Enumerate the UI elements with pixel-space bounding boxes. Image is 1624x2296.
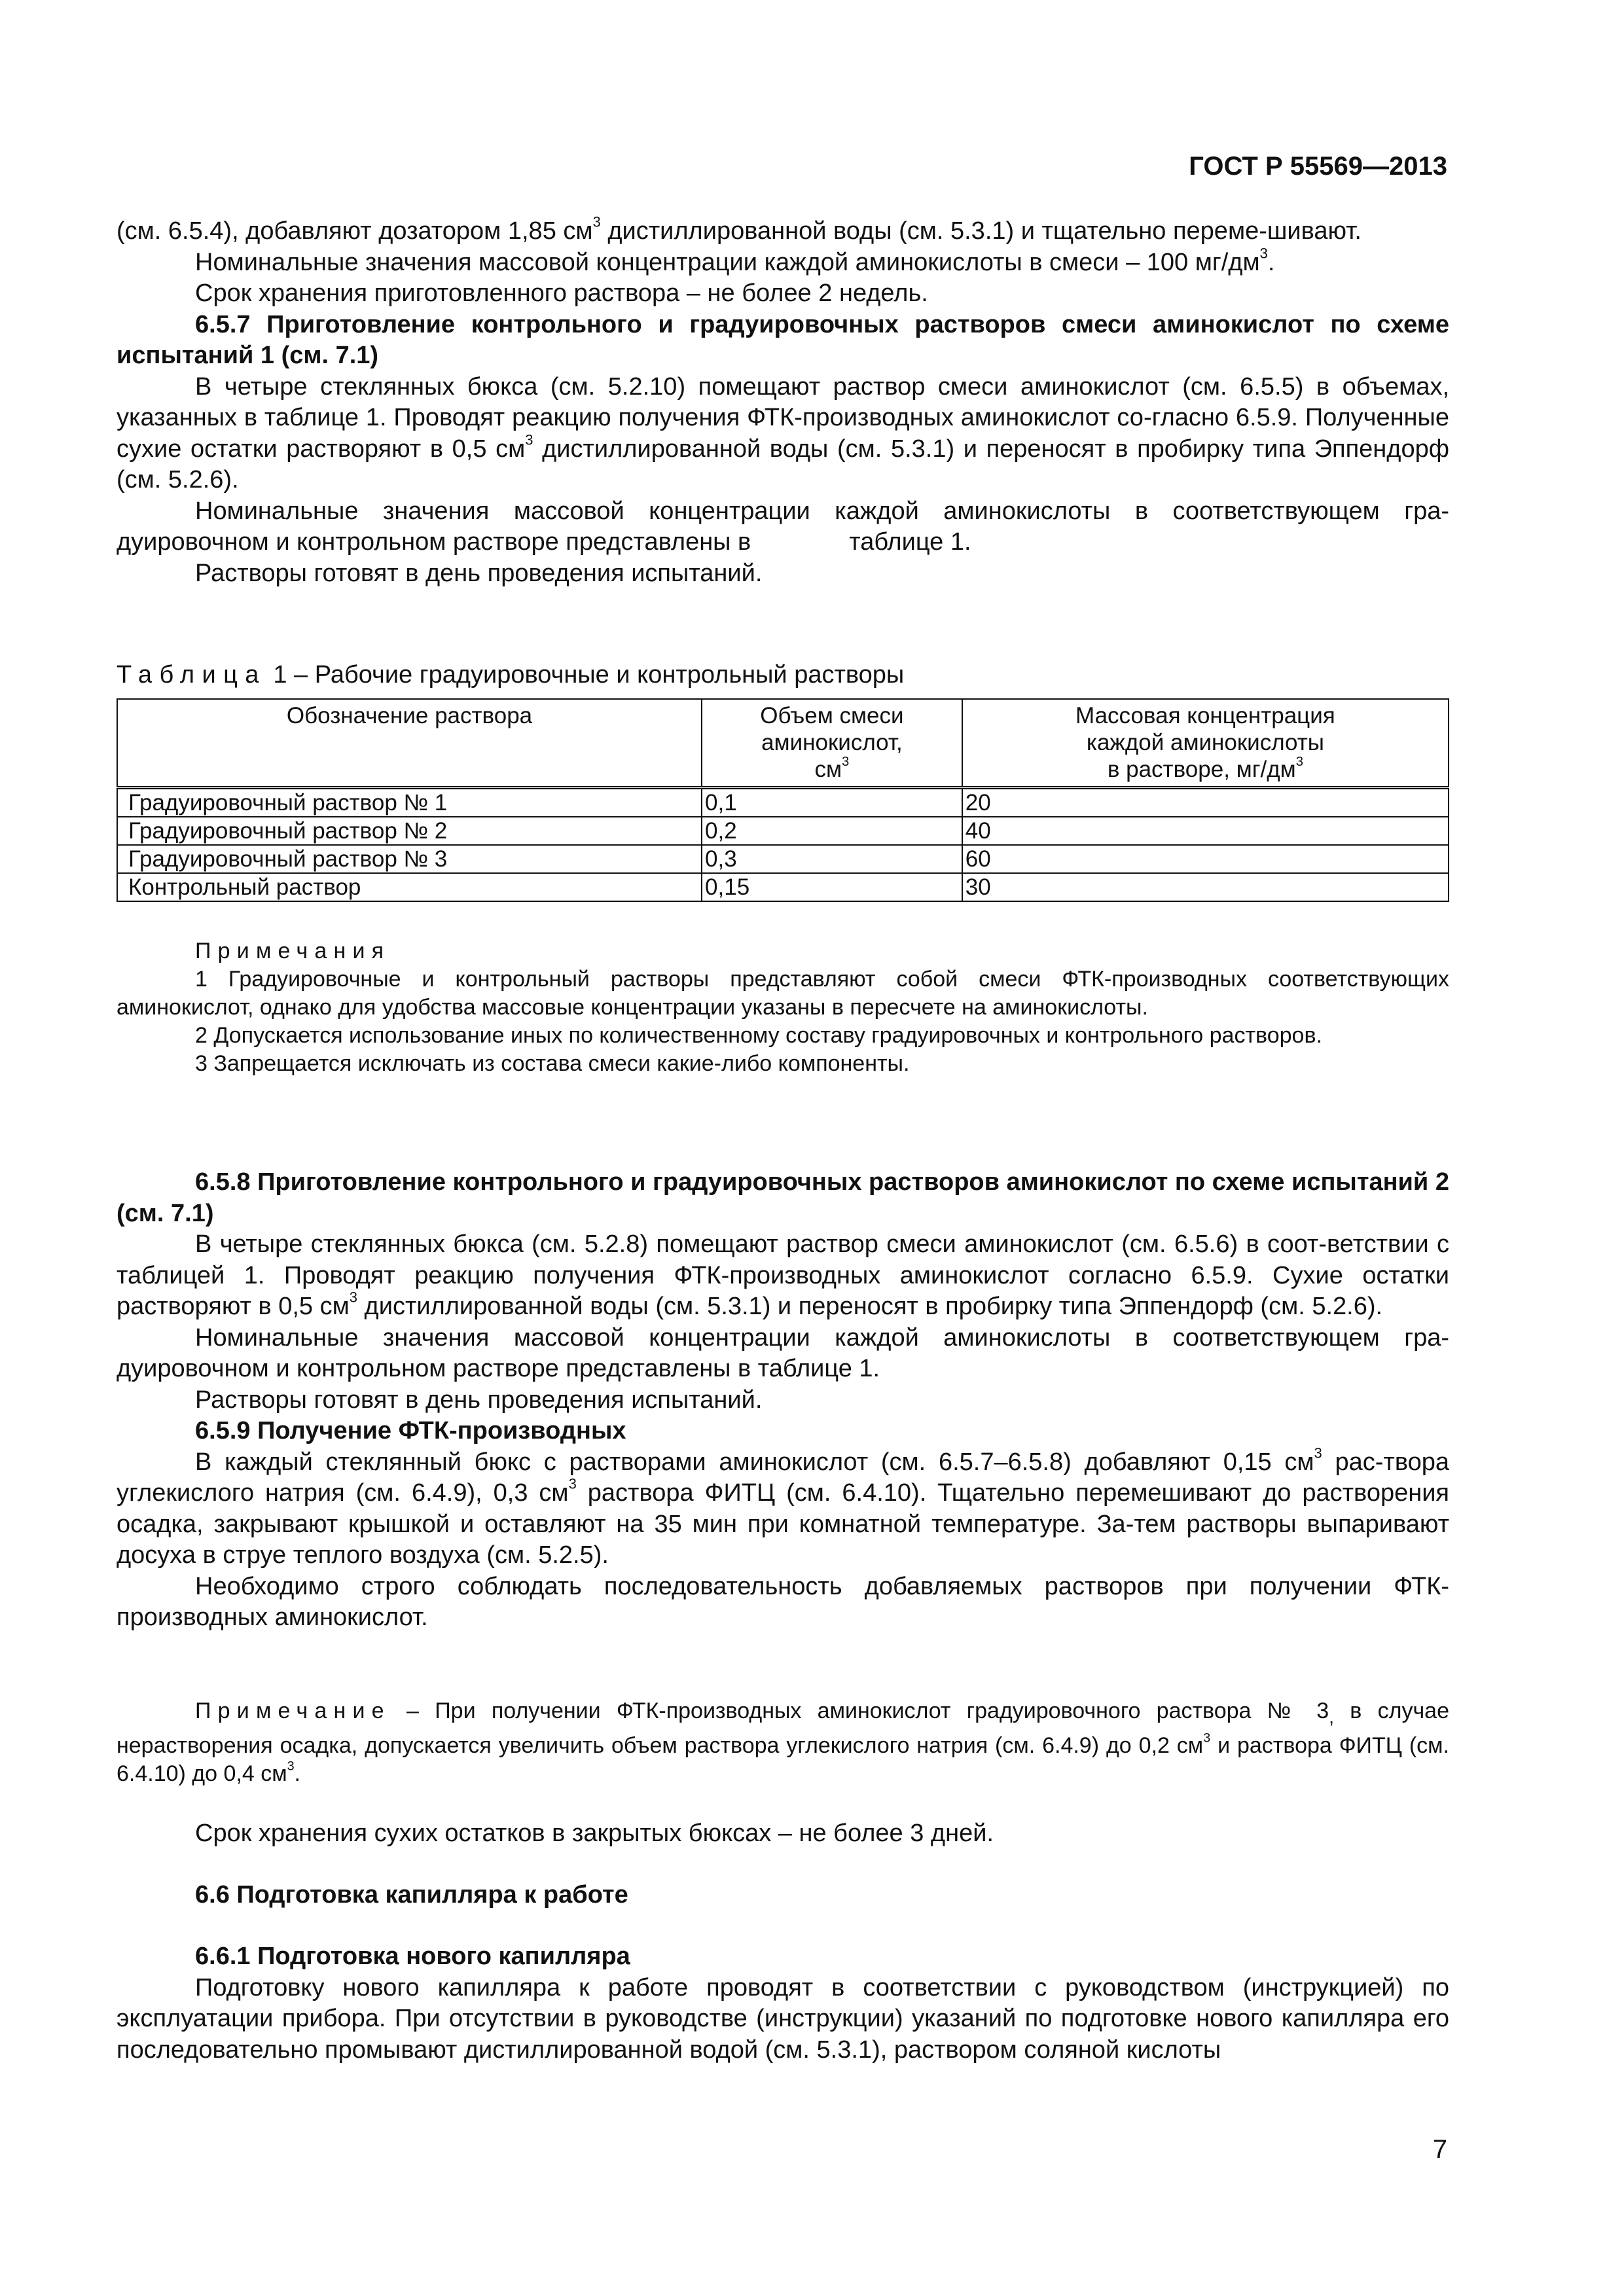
paragraph: Срок хранения приготовленного раствора – не более 2 недель. (195, 279, 928, 307)
paragraph: Растворы готовят в день проведения испытаний. (195, 1386, 763, 1414)
section-6-6-1 (117, 1941, 1449, 2066)
cell-concentration: 60 (962, 845, 1449, 873)
column-header-volume: Объем смеси аминокислот, $см^3$ (702, 699, 962, 788)
section-heading-6-5-7: 6.5.7 Приготовление контрольного и градуировочных растворов смеси аминокислот по схеме испытаний 1 (см. 7.1) (117, 310, 1449, 369)
cell-solution-name: Градуировочный раствор № 1 (117, 788, 702, 817)
note-title: Примечание (195, 1698, 391, 1723)
table-row (117, 788, 1449, 817)
cell-solution-name: Контрольный раствор (117, 873, 702, 901)
working-solutions-table (117, 698, 1449, 902)
section-heading-6-6: 6.6 Подготовка капилляра к работе (195, 1881, 628, 1909)
cell-volume: 0,2 (702, 817, 962, 845)
note-item: 1 Градуировочные и контрольный растворы представляют собой смеси ФТК-производных соответствующих аминокислот, однако для удобства массовые концентрации указаны в пересчете на аминокислоты. (117, 967, 1449, 1020)
document-id-header: ГОСТ Р 55569—2013 (1189, 152, 1447, 181)
note-item: 3 Запрещается исключать из состава смеси какие-либо компоненты. (195, 1051, 910, 1076)
paragraph: Номинальные значения массовой концентрации каждой аминокислоты в смеси – 100 $мг/дм^3$. (195, 244, 1275, 276)
paragraph: Растворы готовят в день проведения испытаний. (195, 559, 763, 587)
paragraph: (см. 6.5.4), добавляют дозатором 1,85 $см^3$ дистиллированной воды (см. 5.3.1) и тщательно переме-шивают. (117, 213, 1362, 245)
cell-solution-name: Градуировочный раствор № 2 (117, 817, 702, 845)
paragraph: Номинальные значения массовой концентрации каждой аминокислоты в соответствующем гра-дуировочном и контрольном растворе представлены в таблице 1. (117, 497, 1449, 556)
storage-paragraph: Срок хранения сухих остатков в закрытых бюксах – не более 3 дней. (195, 1820, 994, 1847)
note-6-5-9: Примечание – При получении ФТК-производных аминокислот градуировочного раствора № $3_,$ в случае нерастворения осадка, допускается увеличить объем раствора углекислого натрия (см. 6.4.9) до 0,2 $см^3$ и раствора ФИТЦ (см. 6.4.10) до 0,4 $см^3$. (117, 1698, 1449, 1786)
table-caption: Таблица 1 – Рабочие градуировочные и контрольный растворы (117, 661, 905, 689)
cell-concentration: 40 (962, 817, 1449, 845)
cell-concentration: 20 (962, 788, 1449, 817)
paragraph: Подготовку нового капилляра к работе проводят в соответствии с руководством (инструкцией) по эксплуатации прибора. При отсутствии в руководстве (инструкции) указаний по подготовке нового капилляра его последовательно промывают дистиллированной водой (см. 5.3.1), раствором соляной кислоты (117, 1973, 1449, 2064)
section-heading-6-5-8: 6.5.8 Приготовление контрольного и градуировочных растворов аминокислот по схеме испытаний 2 (см. 7.1) (117, 1168, 1449, 1227)
paragraph: В четыре стеклянных бюкса (см. 5.2.8) помещают раствор смеси аминокислот (см. 6.5.6) в соот-ветствии с таблицей 1. Проводят реакцию получения ФТК-производных аминокислот согласно 6.5.9. Сухие остатки растворяют в 0,5 $см^3$ дистиллированной воды (см. 5.3.1) и переносят в пробирку типа Эппендорф (см. 5.2.6). (117, 1230, 1449, 1320)
sections-6-5-8-and-6-5-9 (117, 1167, 1449, 1634)
section-6-5-6-continuation (117, 213, 1449, 589)
cell-volume: 0,3 (702, 845, 962, 873)
section-heading-6-6-1: 6.6.1 Подготовка нового капилляра (195, 1943, 630, 1970)
paragraph: В четыре стеклянных бюкса (см. 5.2.10) помещают раствор смеси аминокислот (см. 6.5.5) в объемах, указанных в таблице 1. Проводят реакцию получения ФТК-производных аминокислот со-гласно 6.5.9. Полученные сухие остатки растворяют в 0,5 $см^3$ дистиллированной воды (см. 5.3.1) и переносят в пробирку типа Эппендорф (см. 5.2.6). (117, 372, 1449, 493)
table-row (117, 845, 1449, 873)
note-item: 2 Допускается использование иных по количественному составу градуировочных и контрольного растворов. (195, 1023, 1322, 1048)
column-header-solution: Обозначение раствора (117, 699, 702, 788)
page-number: 7 (1432, 2135, 1447, 2164)
table-header-row (117, 699, 1449, 788)
cell-concentration: 30 (962, 873, 1449, 901)
paragraph: В каждый стеклянный бюкс с растворами аминокислот (см. 6.5.7–6.5.8) добавляют 0,15 $см^3$ рас-твора углекислого натрия (см. 6.4.9), 0,3 $см^3$ раствора ФИТЦ (см. 6.4.10). Тщательно перемешивают до растворения осадка, закрывают крышкой и оставляют на 35 мин при комнатной температуре. За-тем растворы выпаривают досуха в струе теплого воздуха (см. 5.2.5). (117, 1444, 1450, 1569)
column-header-concentration: Массовая концентрация каждой аминокислоты в растворе, $мг/дм^3$ (962, 699, 1449, 788)
table-row (117, 817, 1449, 845)
paragraph: Номинальные значения массовой концентрации каждой аминокислоты в соответствующем гра-дуировочном и контрольном растворе представлены в таблице 1. (117, 1323, 1449, 1382)
cell-volume: 0,15 (702, 873, 962, 901)
paragraph: Необходимо строго соблюдать последовательность добавляемых растворов при получении ФТК-производных аминокислот. (117, 1572, 1449, 1631)
section-heading-6-5-9: 6.5.9 Получение ФТК-производных (195, 1417, 626, 1444)
cell-volume: 0,1 (702, 788, 962, 817)
table-notes (117, 937, 1449, 1078)
table-row (117, 873, 1449, 901)
cell-solution-name: Градуировочный раствор № 3 (117, 845, 702, 873)
notes-title: Примечания (195, 939, 391, 963)
